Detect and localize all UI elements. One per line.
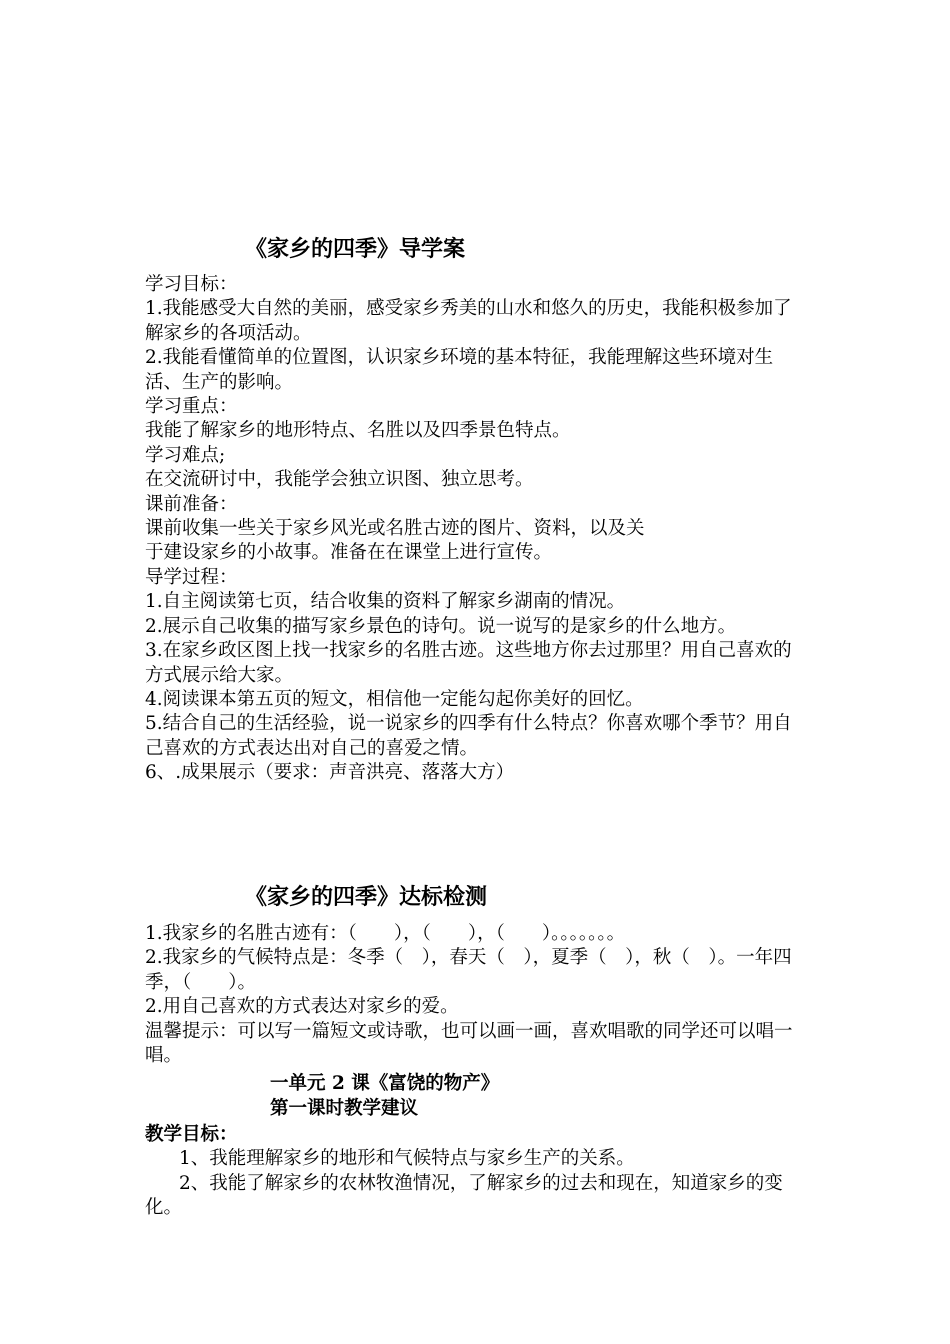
period-title: 第一课时教学建议 <box>270 1098 419 1119</box>
guide-line-step-1: 1.自主阅读第七页，结合收集的资料了解家乡湖南的情况。 <box>145 591 626 613</box>
guide-line-preparation-2: 于建设家乡的小故事。准备在在课堂上进行宣传。 <box>145 542 553 564</box>
test-line-tip: 温馨提示：可以写一篇短文或诗歌，也可以画一画，喜欢唱歌的同学还可以唱一唱。 <box>145 1020 793 1067</box>
guide-line-key-points-heading: 学习重点： <box>145 396 238 418</box>
test-title: 《家乡的四季》达标检测 <box>245 884 488 910</box>
guide-line-objectives-heading: 学习目标： <box>145 274 238 295</box>
guide-line-objective-1: 1.我能感受大自然的美丽，感受家乡秀美的山水和悠久的历史，我能积极参加了解家乡的各项活动。 <box>145 298 792 344</box>
guide-line-difficulties-heading: 学习难点; <box>145 444 226 466</box>
goal-2: 2、我能了解家乡的农林牧渔情况，了解家乡的过去和现在，知道家乡的变化。 <box>145 1172 783 1219</box>
guide-line-preparation-1: 课前收集一些关于家乡风光或名胜古迹的图片、资料，以及关 <box>145 518 645 540</box>
guide-line-difficulties: 在交流研讨中，我能学会独立识图、独立思考。 <box>145 469 534 491</box>
guide-line-objective-2: 2.我能看懂简单的位置图，认识家乡环境的基本特征，我能理解这些环境对生活、生产的影响。 <box>145 347 774 393</box>
test-body <box>145 922 810 1068</box>
goals-heading: 教学目标： <box>145 1124 238 1145</box>
lesson-goals <box>145 1123 810 1221</box>
guide-line-step-5: 5.结合自己的生活经验，说一说家乡的四季有什么特点？你喜欢哪个季节？用自己喜欢的方式表达出对自己的喜爱之情。 <box>145 713 792 759</box>
test-line-2: 2.我家乡的气候特点是：冬季（ ），春天（ ），夏季（ ），秋（ ）。一年四季，（ ）。 <box>145 947 792 993</box>
test-line-3: 2.用自己喜欢的方式表达对家乡的爱。 <box>145 996 459 1018</box>
guide-line-step-4: 4.阅读课本第五页的短文，相信他一定能勾起你美好的回忆。 <box>145 688 644 710</box>
test-line-1: 1.我家乡的名胜古迹有：（ ），（ ），（ ）。。。。。。。 <box>145 923 626 944</box>
unit-title: 一单元 2 课《富饶的物产》 <box>270 1073 500 1094</box>
guide-line-step-6: 6、.成果展示（要求：声音洪亮、落落大方） <box>145 762 515 784</box>
guide-title: 《家乡的四季》导学案 <box>245 236 466 262</box>
guide-line-step-3: 3.在家乡政区图上找一找家乡的名胜古迹。这些地方你去过那里？用自己喜欢的方式展示给大家。 <box>145 640 792 686</box>
guide-line-preparation-heading: 课前准备： <box>145 493 238 515</box>
guide-line-process-heading: 导学过程： <box>145 566 238 588</box>
guide-body <box>145 273 810 786</box>
guide-line-key-points: 我能了解家乡的地形特点、名胜以及四季景色特点。 <box>145 420 571 442</box>
guide-line-step-2: 2.展示自己收集的描写家乡景色的诗句。说一说写的是家乡的什么地方。 <box>145 615 737 637</box>
goal-1: 1、我能理解家乡的地形和气候特点与家乡生产的关系。 <box>179 1148 635 1170</box>
